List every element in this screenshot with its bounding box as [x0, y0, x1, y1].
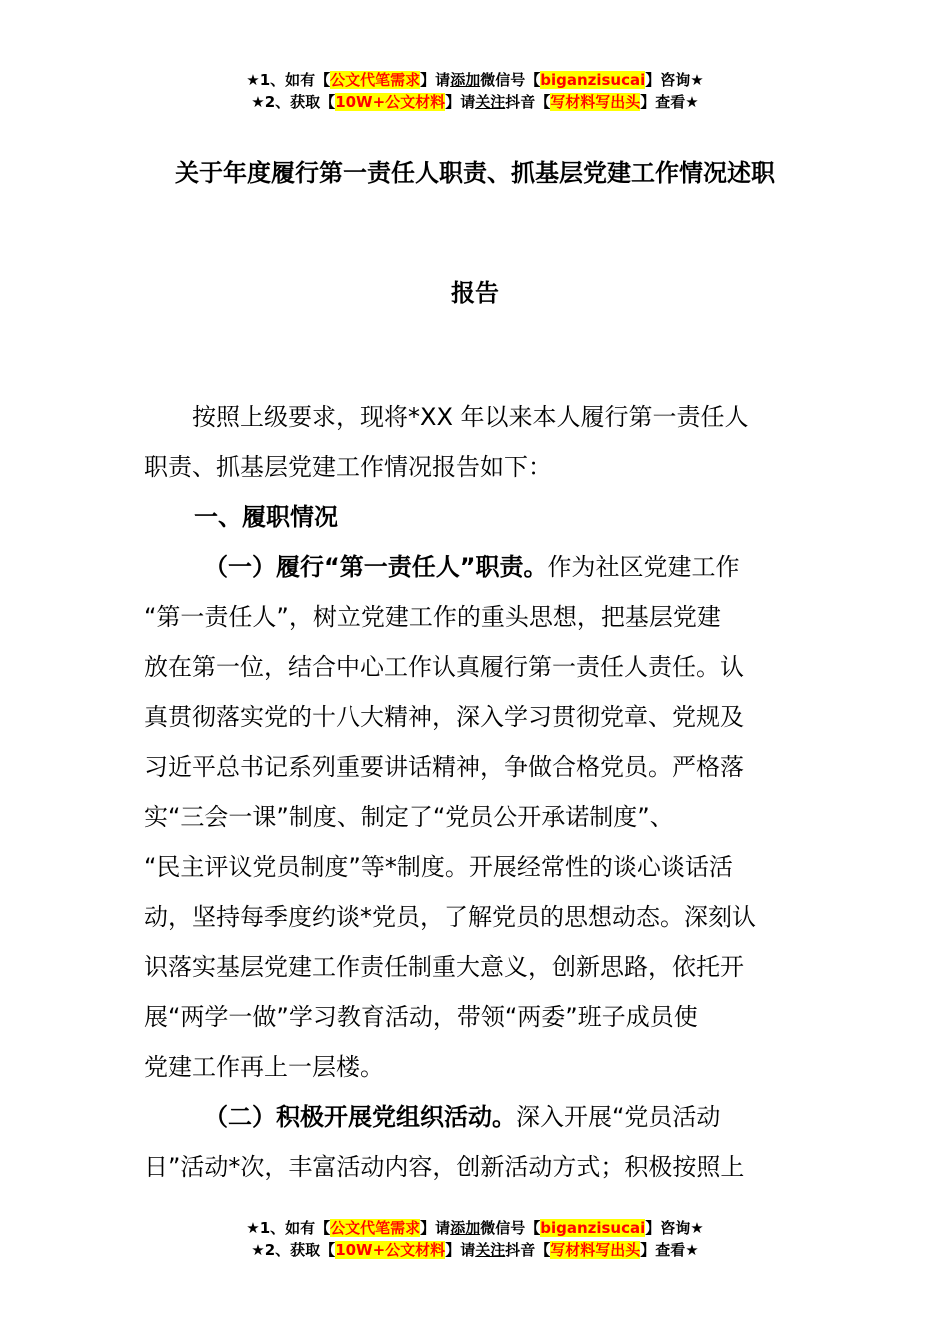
paragraph-line: 党建工作再上一层楼。 — [144, 1053, 384, 1081]
banner-text: 微信号【 — [480, 71, 541, 89]
banner-text: ★2、获取【 — [251, 1241, 336, 1259]
banner-underlined: 添加 — [450, 71, 481, 89]
paragraph-line: 放在第一位，结合中心工作认真履行第一责任人责任。认 — [144, 653, 744, 681]
paragraph-line — [144, 542, 806, 592]
banner-underlined: 关注 — [475, 93, 506, 111]
banner-text: ★1、如有【 — [246, 1219, 331, 1237]
banner-highlight: 写材料写出头 — [550, 93, 641, 111]
paragraph-text: 深入开展“党员活动 — [516, 1103, 721, 1131]
banner-highlight: biganzisucai — [540, 71, 646, 89]
banner-text: 】请 — [445, 93, 476, 111]
document-title-line-1: 关于年度履行第一责任人职责、抓基层党建工作情况述职 — [175, 159, 775, 187]
banner-highlight: 10W+公文材料 — [335, 93, 446, 111]
banner-highlight: 公文代笔需求 — [330, 1219, 421, 1237]
banner-text: 】请 — [445, 1241, 476, 1259]
document-body — [144, 392, 806, 1192]
banner-line-2 — [0, 91, 950, 113]
banner-highlight: 公文代笔需求 — [330, 71, 421, 89]
banner-text: 】查看★ — [640, 93, 699, 111]
banner-line-2 — [0, 1239, 950, 1261]
banner-underlined: 关注 — [475, 1241, 506, 1259]
banner-underlined: 添加 — [450, 1219, 481, 1237]
banner-text: 微信号【 — [480, 1219, 541, 1237]
paragraph-line: “民主评议党员制度”等*制度。开展经常性的谈心谈话活 — [144, 853, 733, 881]
banner-line-1 — [0, 1217, 950, 1239]
banner-text: 】咨询★ — [645, 1219, 704, 1237]
paragraph-text: 作为社区党建工作 — [547, 553, 740, 581]
banner-highlight: biganzisucai — [540, 1219, 646, 1237]
paragraph-line — [144, 1092, 806, 1142]
paragraph-line: 识落实基层党建工作责任制重大意义，创新思路，依托开 — [144, 953, 744, 981]
banner-text: 抖音【 — [505, 1241, 551, 1259]
banner-text: 抖音【 — [505, 93, 551, 111]
paragraph-line: 展“两学一做”学习教育活动，带领“两委”班子成员使 — [144, 1003, 698, 1031]
paragraph-line: 真贯彻落实党的十八大精神，深入学习贯彻党章、党规及 — [144, 703, 744, 731]
paragraph-line: “第一责任人”，树立党建工作的重头思想，把基层党建 — [144, 603, 721, 631]
banner-text: ★1、如有【 — [246, 71, 331, 89]
banner-text: 】请 — [420, 1219, 451, 1237]
subsection-heading: （一）履行“第一责任人”职责。 — [204, 553, 548, 581]
subsection-heading: （二）积极开展党组织活动。 — [204, 1103, 516, 1131]
paragraph-line: 动，坚持每季度约谈*党员，了解党员的思想动态。深刻认 — [144, 903, 756, 931]
banner-text: ★2、获取【 — [251, 93, 336, 111]
banner-bottom — [0, 1217, 950, 1261]
section-heading: 一、履职情况 — [194, 503, 338, 531]
banner-top — [0, 69, 950, 113]
paragraph-line: 日”活动*次，丰富活动内容，创新活动方式；积极按照上 — [144, 1153, 745, 1181]
banner-line-1 — [0, 69, 950, 91]
paragraph-line: 职责、抓基层党建工作情况报告如下： — [144, 453, 552, 481]
banner-highlight: 写材料写出头 — [550, 1241, 641, 1259]
banner-highlight: 10W+公文材料 — [335, 1241, 446, 1259]
document-title-line-2: 报告 — [451, 279, 499, 307]
banner-text: 】请 — [420, 71, 451, 89]
banner-text: 】查看★ — [640, 1241, 699, 1259]
banner-text: 】咨询★ — [645, 71, 704, 89]
paragraph-line: 习近平总书记系列重要讲话精神，争做合格党员。严格落 — [144, 753, 744, 781]
paragraph-line: 实“三会一课”制度、制定了“党员公开承诺制度”、 — [144, 803, 674, 831]
paragraph-line: 按照上级要求，现将*XX 年以来本人履行第一责任人 — [192, 403, 749, 431]
